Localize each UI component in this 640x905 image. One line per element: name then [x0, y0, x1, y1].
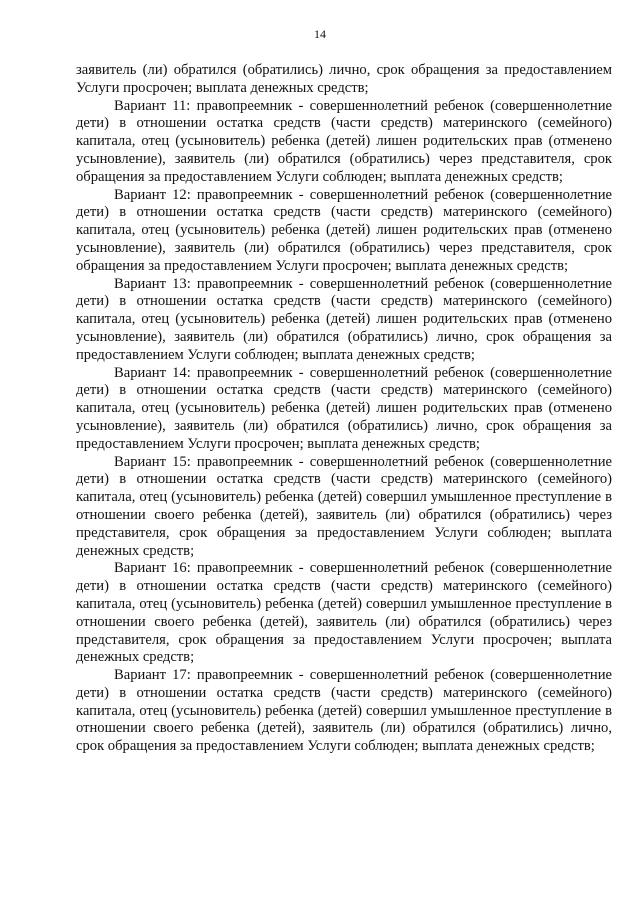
paragraph-variant-12: Вариант 12: правопреемник - совершеннолетний ребенок (совершеннолетние дети) в отношении остатка средств (части средств) материнского (семейного) капитала, отец (усыновитель) ребенка (детей) лишен родительских прав (отменено усыновление), заявитель (ли) обратился (обратились) через представителя, срок обращения за предоставлением Услуги просрочен; выплата денежных средств; — [76, 186, 612, 274]
page-number: 14 — [314, 27, 326, 41]
document-body — [76, 62, 612, 756]
paragraph-continuation: заявитель (ли) обратился (обратились) лично, срок обращения за предоставлением Услуги просрочен; выплата денежных средств; — [76, 62, 612, 96]
paragraph-variant-14: Вариант 14: правопреемник - совершеннолетний ребенок (совершеннолетние дети) в отношении остатка средств (части средств) материнского (семейного) капитала, отец (усыновитель) ребенка (детей) лишен родительских прав (отменено усыновление), заявитель (ли) обратился (обратились) лично, срок обращения за предоставлением Услуги просрочен; выплата денежных средств; — [76, 364, 612, 452]
paragraph-variant-16: Вариант 16: правопреемник - совершеннолетний ребенок (совершеннолетние дети) в отношении остатка средств (части средств) материнского (семейного) капитала, отец (усыновитель) ребенка (детей) совершил умышленное преступление в отношении своего ребенка (детей), заявитель (ли) обратился (обратились) через представителя, срок обращения за предоставлением Услуги просрочен; выплата денежных средств; — [76, 560, 612, 666]
paragraph-variant-17: Вариант 17: правопреемник - совершеннолетний ребенок (совершеннолетние дети) в отношении остатка средств (части средств) материнского (семейного) капитала, отец (усыновитель) ребенка (детей) совершил умышленное преступление в отношении своего ребенка (детей), заявитель (ли) обратился (обратились) лично, срок обращения за предоставлением Услуги соблюден; выплата денежных средств; — [76, 667, 612, 755]
paragraph-variant-11: Вариант 11: правопреемник - совершеннолетний ребенок (совершеннолетние дети) в отношении остатка средств (части средств) материнского (семейного) капитала, отец (усыновитель) ребенка (детей) лишен родительских прав (отменено усыновление), заявитель (ли) обратился (обратились) через представителя, срок обращения за предоставлением Услуги соблюден; выплата денежных средств; — [76, 97, 612, 185]
paragraph-variant-13: Вариант 13: правопреемник - совершеннолетний ребенок (совершеннолетние дети) в отношении остатка средств (части средств) материнского (семейного) капитала, отец (усыновитель) ребенка (детей) лишен родительских прав (отменено усыновление), заявитель (ли) обратился (обратились) лично, срок обращения за предоставлением Услуги соблюден; выплата денежных средств; — [76, 275, 612, 363]
paragraph-variant-15: Вариант 15: правопреемник - совершеннолетний ребенок (совершеннолетние дети) в отношении остатка средств (части средств) материнского (семейного) капитала, отец (усыновитель) ребенка (детей) совершил умышленное преступление в отношении своего ребенка (детей), заявитель (ли) обратился (обратились) через представителя, срок обращения за предоставлением Услуги соблюден; выплата денежных средств; — [76, 453, 612, 559]
